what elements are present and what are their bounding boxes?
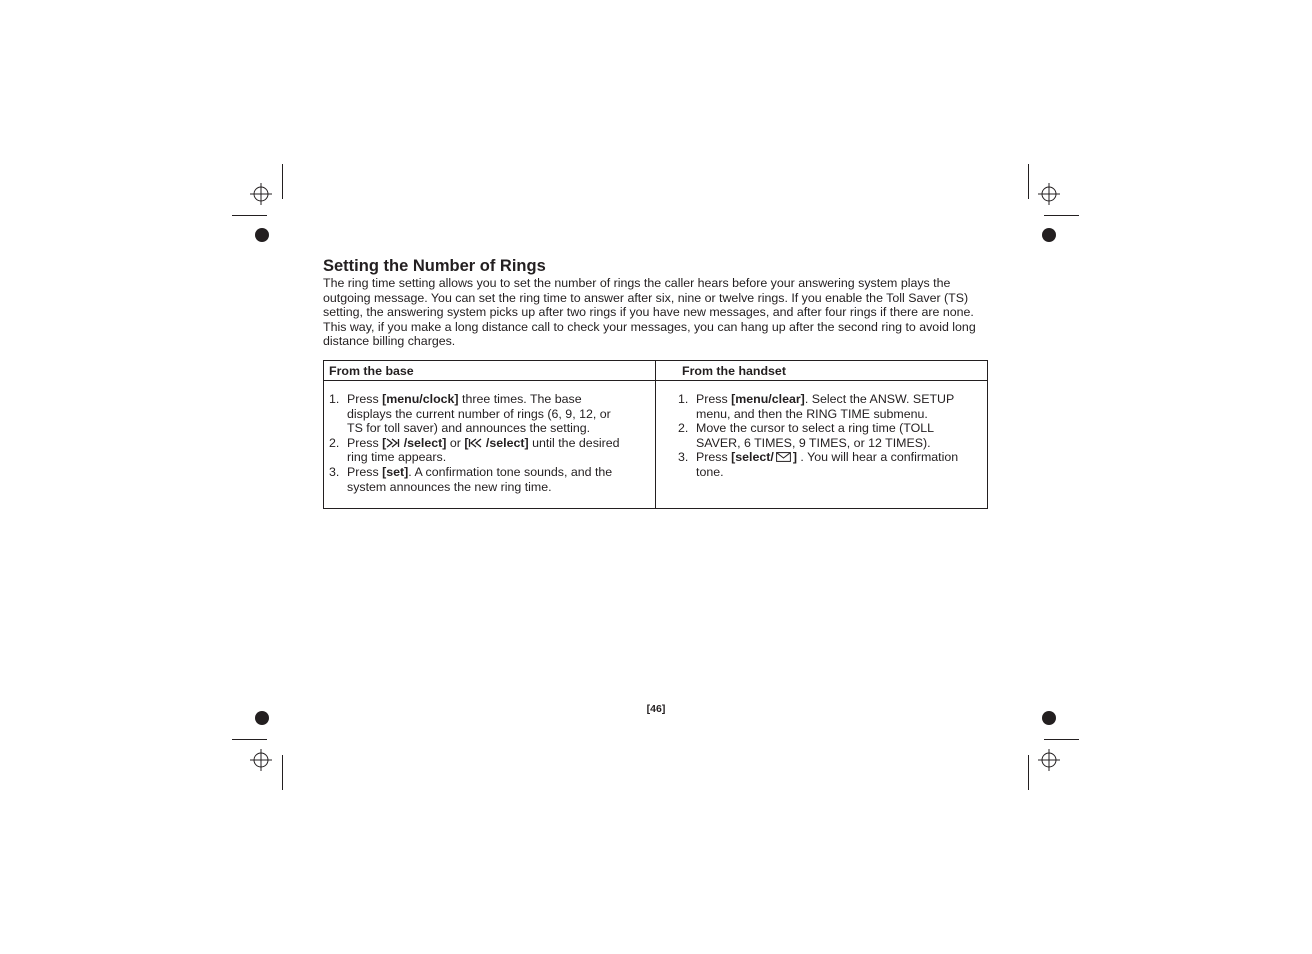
section-title: Setting the Number of Rings xyxy=(323,257,546,275)
section-intro: The ring time setting allows you to set the number of rings the caller hears before your answering system plays the outgoing message. You can set the ring time to answer after six, nine or twelve rings. If you enable the Toll Saver (TS) setting, the answering system picks up after two rings if you have new messages, and after four rings if there are none. This way, if you make a long distance call to check your messages, you can hang up after the second ring to avoid long distance billing charges. xyxy=(323,276,976,349)
registration-dot-icon xyxy=(1042,711,1056,725)
step-number: 2. xyxy=(329,435,340,450)
list-item: 2. Move the cursor to select a ring time (TOLL SAVER, 6 TIMES, 9 TIMES, or 12 TIMES). xyxy=(678,421,934,450)
key-label: [menu/clear] xyxy=(731,392,805,406)
list-item: 3. Press [set]. A confirmation tone sounds, and the system announces the new ring time. xyxy=(329,464,613,494)
registration-dot-icon xyxy=(1042,228,1056,242)
registration-dot-icon xyxy=(255,228,269,242)
crop-mark-top-right-vertical xyxy=(1028,164,1029,199)
key-label: [set] xyxy=(382,464,409,479)
list-item: 2. Press [ /select] or [ /select] until the desired ring time appears. xyxy=(329,435,620,465)
instructions-table xyxy=(323,360,988,509)
step-number: 1. xyxy=(678,392,689,406)
page-number: [46] xyxy=(646,703,666,715)
key-label: [menu/clock] xyxy=(382,392,459,406)
handset-steps-list xyxy=(678,392,968,480)
column-divider xyxy=(655,361,656,508)
header-divider xyxy=(324,380,987,381)
crop-mark-bottom-left-horizontal xyxy=(232,739,267,740)
crop-mark-top-left-horizontal xyxy=(232,215,267,216)
step-number: 3. xyxy=(678,450,689,465)
column-heading-base: From the base xyxy=(329,364,414,378)
registration-mark-icon xyxy=(1038,183,1060,205)
crop-mark-bottom-right-horizontal xyxy=(1044,739,1079,740)
step-number: 1. xyxy=(329,392,340,406)
step-number: 3. xyxy=(329,464,340,479)
crop-mark-bottom-right-vertical xyxy=(1028,755,1029,790)
column-heading-handset: From the handset xyxy=(682,364,786,378)
list-item: 1. Press [menu/clear]. Select the ANSW. SETUP menu, and then the RING TIME submenu. xyxy=(678,392,955,421)
envelope-icon xyxy=(776,452,791,462)
crop-mark-bottom-left-vertical xyxy=(282,755,283,790)
list-item: 1. Press [menu/clock] three times. The base displays the current number of rings (6, 9, 12, or TS for toll saver) and announces the setting. xyxy=(329,392,611,436)
registration-mark-icon xyxy=(250,183,272,205)
crop-mark-top-left-vertical xyxy=(282,164,283,199)
rewind-icon xyxy=(468,438,482,448)
crop-mark-top-right-horizontal xyxy=(1044,215,1079,216)
key-label: [ /select] xyxy=(464,435,529,450)
fast-forward-icon xyxy=(386,438,400,448)
key-label: [ /select] xyxy=(382,435,447,450)
registration-mark-icon xyxy=(1038,749,1060,771)
step-number: 2. xyxy=(678,421,689,436)
list-item: 3. Press [select/ ] . You will hear a confirmation tone. xyxy=(678,450,959,479)
base-steps-list xyxy=(329,392,629,494)
registration-dot-icon xyxy=(255,711,269,725)
registration-mark-icon xyxy=(250,749,272,771)
key-label: [select/ ] xyxy=(731,450,797,465)
